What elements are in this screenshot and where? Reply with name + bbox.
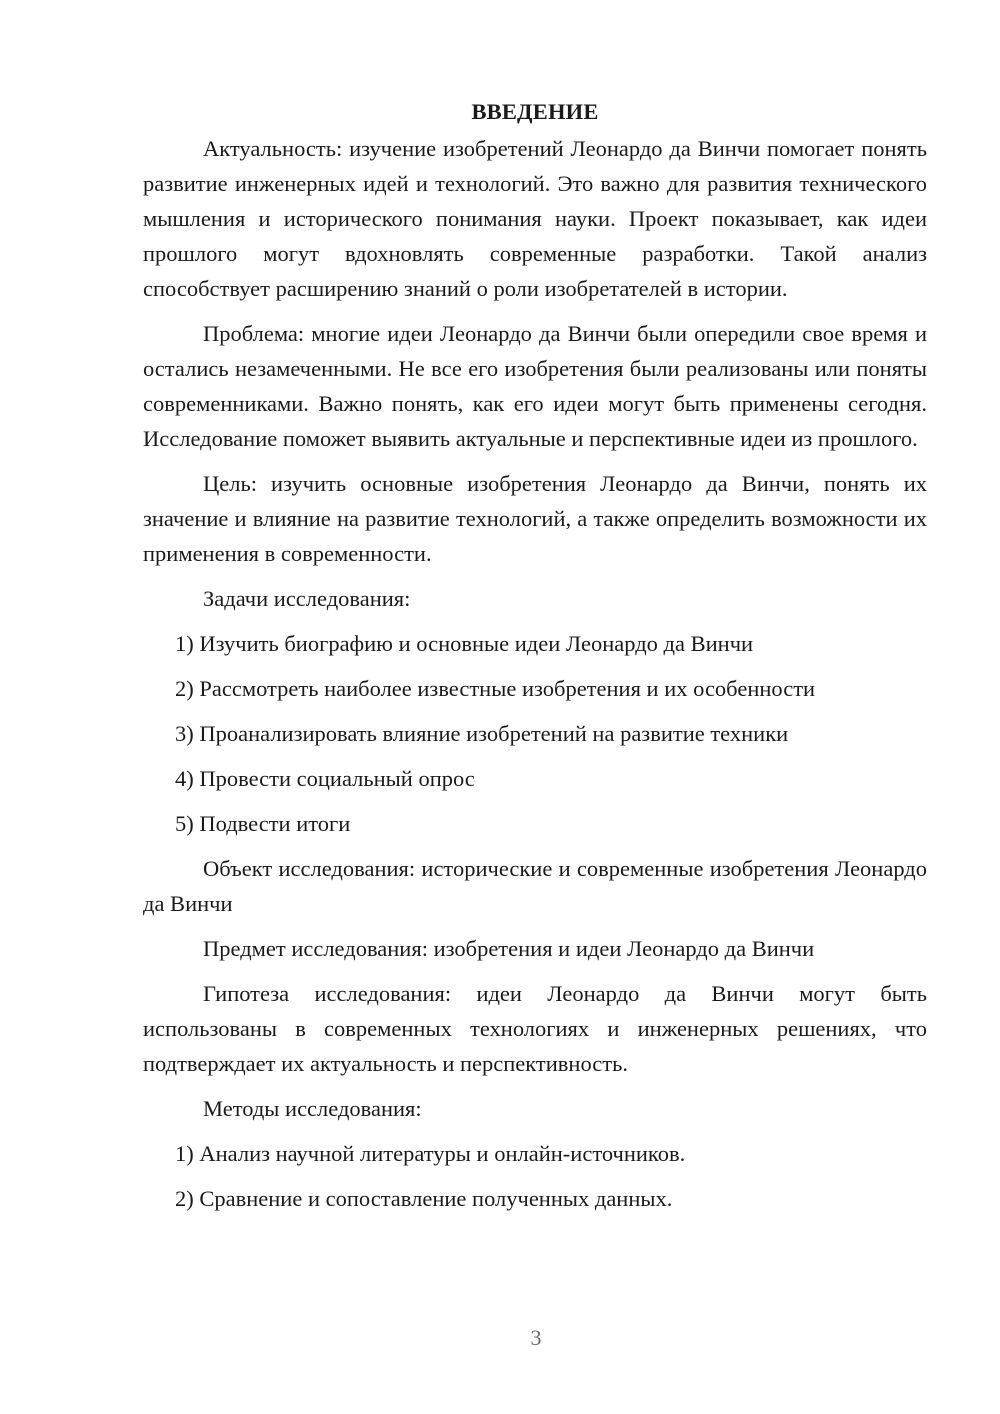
method-item: 1) Анализ научной литературы и онлайн-источников. [175,1141,686,1166]
task-item: 5) Подвести итоги [175,811,351,836]
methods-heading: Методы исследования: [203,1096,422,1121]
task-item: 3) Проанализировать влияние изобретений на развитие техники [175,721,789,746]
task-item: 2) Рассмотреть наиболее известные изобретения и их особенности [175,676,816,701]
method-item: 2) Сравнение и сопоставление полученных данных. [175,1186,673,1211]
object-paragraph: Объект исследования: исторические и современные изобретения Леонардо да Винчи [143,856,927,916]
hypothesis-paragraph: Гипотеза исследования: идеи Леонардо да Винчи могут быть использованы в современных технологиях и инженерных решениях, что подтверждает их актуальность и перспективность. [143,981,927,1076]
task-item: 4) Провести социальный опрос [175,766,475,791]
methods-list [143,1136,927,1216]
tasks-list [143,626,927,841]
goal-paragraph: Цель: изучить основные изобретения Леонардо да Винчи, понять их значение и влияние на развитие технологий, а также определить возможности их применения в современности. [143,471,927,566]
page-content [143,94,927,1226]
tasks-heading: Задачи исследования: [203,586,411,611]
page-number: 3 [530,1325,542,1350]
relevance-paragraph: Актуальность: изучение изобретений Леонардо да Винчи помогает понять развитие инженерных идей и технологий. Это важно для развития технического мышления и исторического понимания науки. Проект показывает, как идеи прошлого могут вдохновлять современные разработки. Такой анализ способствует расширению знаний о роли изобретателей в истории. [143,136,927,301]
task-item: 1) Изучить биографию и основные идеи Леонардо да Винчи [175,631,754,656]
problem-paragraph: Проблема: многие идеи Леонардо да Винчи были опередили свое время и остались незамеченными. Не все его изобретения были реализованы или поняты современниками. Важно понять, как его идеи могут быть применены сегодня. Исследование поможет выявить актуальные и перспективные идеи из прошлого. [143,321,927,451]
section-title: ВВЕДЕНИЕ [471,99,599,124]
subject-paragraph: Предмет исследования: изобретения и идеи Леонардо да Винчи [203,936,815,961]
